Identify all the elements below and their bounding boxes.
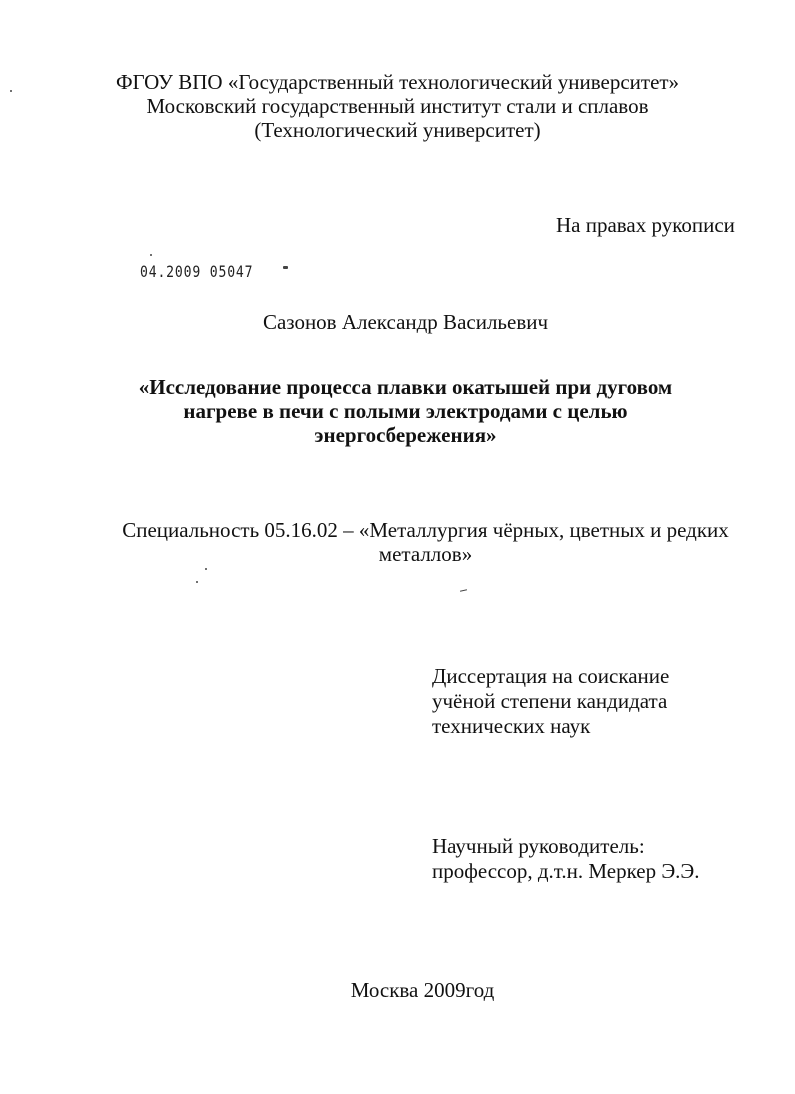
institution-line-1: ФГОУ ВПО «Государственный технологический университет»: [115, 70, 680, 94]
degree-line-1: Диссертация на соискание: [432, 664, 670, 688]
city-year: Москва 2009год: [350, 978, 495, 1002]
degree-block: [432, 664, 669, 739]
institution-line-3: (Технологический университет): [254, 118, 541, 142]
scan-speck: [150, 254, 152, 256]
specialty-line-1: Специальность 05.16.02 – «Металлургия чёрных, цветных и редких: [122, 518, 729, 542]
scan-speck: [196, 581, 198, 583]
author-name: Сазонов Александр Васильевич: [262, 310, 549, 334]
institution-line-2: Московский государственный институт стали и сплавов: [146, 94, 649, 118]
scan-speck: [205, 568, 207, 570]
dissertation-title-line-1: «Исследование процесса плавки окатышей при дуговом: [138, 375, 673, 399]
specialty-line-2: металлов»: [378, 542, 473, 566]
degree-line-2: учёной степени кандидата: [432, 689, 668, 713]
supervisor-line-1: Научный руководитель:: [432, 834, 645, 858]
dissertation-title-line-2: нагреве в печи с полыми электродами с целью: [183, 399, 628, 423]
degree-line-3: технических наук: [432, 714, 591, 738]
scan-speck: [460, 589, 467, 591]
scan-speck: [283, 266, 288, 269]
supervisor-block: [432, 834, 700, 884]
dissertation-title-line-3: энергосбережения»: [314, 423, 497, 447]
supervisor-line-2: профессор, д.т.н. Меркер Э.Э.: [432, 859, 700, 883]
registry-stamp: 04.2009 05047: [140, 262, 254, 281]
rights-note: На правах рукописи: [556, 213, 735, 237]
